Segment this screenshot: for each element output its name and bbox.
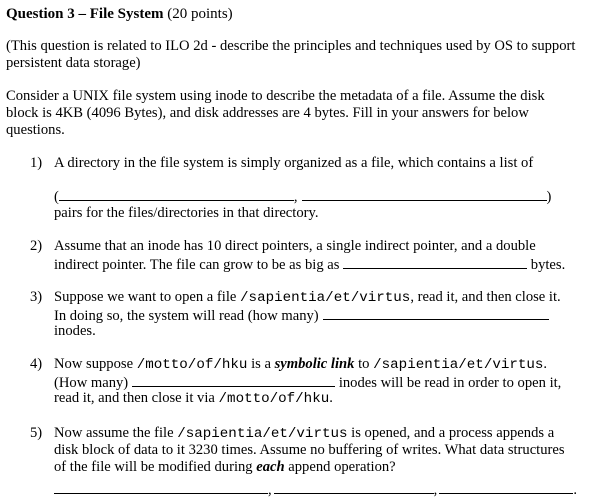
q5-line-3-end: append operation? xyxy=(288,459,396,475)
q5-blank-3[interactable] xyxy=(439,480,573,494)
q4-line-3 xyxy=(54,390,333,407)
q3-line-1 xyxy=(54,289,561,306)
q5-line-2: disk block of data to it 3230 times. Assume no buffering of writes. What data structures xyxy=(54,442,565,458)
ilo-line-2: persistent data storage) xyxy=(6,55,141,71)
q5-line-3 xyxy=(54,459,396,475)
q5-line-1-end: is opened, and a process appends a xyxy=(351,425,555,441)
q2-line-2-text: indirect pointer. The file can grow to be as big as xyxy=(54,257,340,273)
q1-comma: , xyxy=(293,189,298,205)
q4-number: 4) xyxy=(30,356,43,372)
q5-line-1 xyxy=(54,425,554,442)
q1-answer-row xyxy=(54,187,551,205)
q5-blank-1[interactable] xyxy=(54,480,268,494)
q2-line-1: Assume that an inode has 10 direct pointers, a single indirect pointer, and a double xyxy=(54,238,536,254)
q5-answer-row xyxy=(54,480,577,498)
context-line-1: Consider a UNIX file system using inode to describe the metadata of a file. Assume the disk xyxy=(6,88,545,104)
q4-line-1-text: Now suppose xyxy=(54,356,134,372)
q2-blank[interactable] xyxy=(343,255,527,269)
q2-number: 2) xyxy=(30,238,43,254)
q5-path: /sapientia/et/virtus xyxy=(177,426,348,442)
q4-line-2-text: (How many) xyxy=(54,375,129,391)
q4-line-3-end: . xyxy=(329,390,333,406)
q3-line-2-text: In doing so, the system will read (how many) xyxy=(54,308,319,324)
q1-open-paren: ( xyxy=(54,189,59,205)
question-points: (20 points) xyxy=(167,6,233,22)
q4-line-3-text: read it, and then close it via xyxy=(54,390,215,406)
q4-blank[interactable] xyxy=(132,373,335,387)
q3-line-1-text: Suppose we want to open a file xyxy=(54,289,237,305)
q4-line-1-mid: is a xyxy=(251,356,271,372)
q4-path-3: /motto/of/hku xyxy=(218,391,330,407)
q5-emphasis: each xyxy=(256,459,285,475)
q5-blank-2[interactable] xyxy=(274,480,434,494)
q5-sep-1: , xyxy=(268,482,272,498)
q3-number: 3) xyxy=(30,289,43,305)
q1-blank-1[interactable] xyxy=(59,187,294,201)
question-title xyxy=(6,6,233,23)
q1-blank-2[interactable] xyxy=(302,187,547,201)
q4-line-1-to: to xyxy=(358,356,370,372)
q4-emphasis: symbolic link xyxy=(274,356,355,372)
question-title-main: Question 3 – File System xyxy=(6,6,164,22)
q5-line-3-text: of the file will be modified during xyxy=(54,459,253,475)
q2-line-2 xyxy=(54,255,565,273)
q3-blank[interactable] xyxy=(323,306,549,320)
q4-line-1-end: . xyxy=(543,356,548,372)
q3-line-3: inodes. xyxy=(54,323,96,339)
q3-path: /sapientia/et/virtus xyxy=(240,290,411,306)
q5-line-1-text: Now assume the file xyxy=(54,425,174,441)
q1-line-1: A directory in the file system is simply organized as a file, which contains a list of xyxy=(54,155,534,171)
q4-path-1: /motto/of/hku xyxy=(136,357,248,373)
q5-sep-2: , xyxy=(433,482,438,498)
q1-line-3: pairs for the files/directories in that directory. xyxy=(54,205,319,221)
q5-end: . xyxy=(573,482,577,498)
q4-line-2-end: inodes will be read in order to open it, xyxy=(338,375,562,391)
ilo-line-1: (This question is related to ILO 2d - describe the principles and techniques used by OS to support xyxy=(6,38,576,54)
q3-line-1-end: , read it, and then close it. xyxy=(410,289,561,305)
q3-line-2 xyxy=(54,306,549,324)
q1-close-paren: ) xyxy=(546,189,552,205)
q4-line-2 xyxy=(54,373,561,391)
context-line-2: block is 4KB (4096 Bytes), and disk addresses are 4 bytes. Fill in your answers for below xyxy=(6,105,529,121)
context-line-3: questions. xyxy=(6,122,65,138)
q1-number: 1) xyxy=(30,155,43,171)
q5-number: 5) xyxy=(30,425,43,441)
q4-line-1 xyxy=(54,356,547,373)
q4-path-2: /sapientia/et/virtus xyxy=(373,357,544,373)
q2-line-2-unit: bytes. xyxy=(530,257,566,273)
